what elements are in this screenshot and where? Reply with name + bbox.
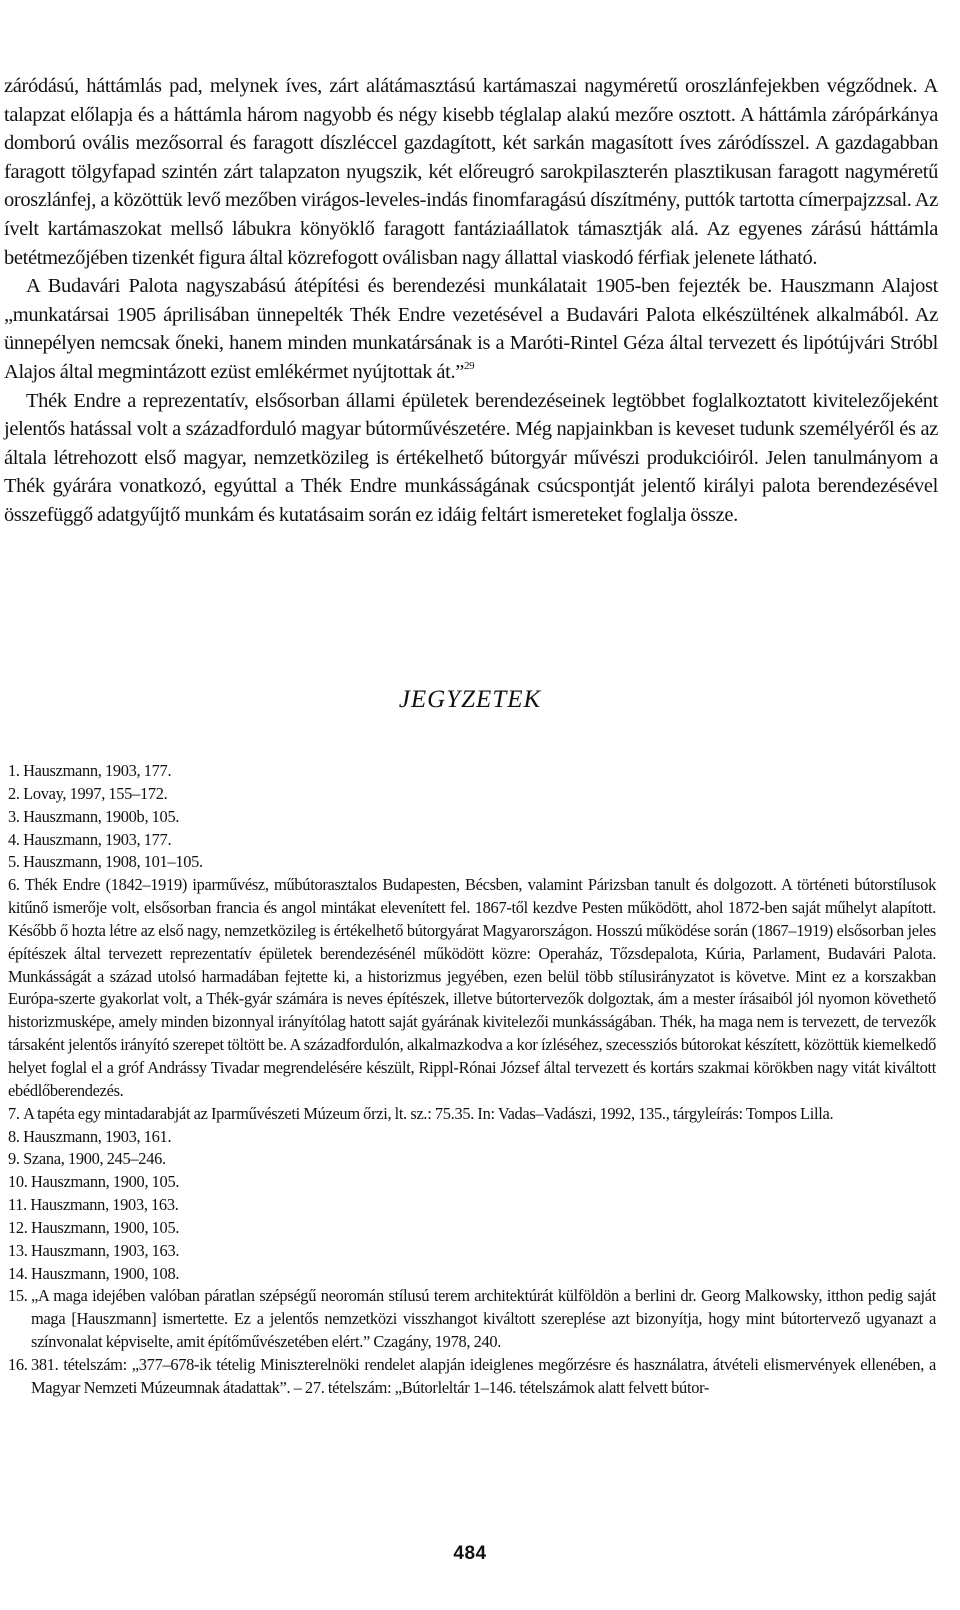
note-number: 10. [8,1172,28,1192]
note-item [8,1194,936,1217]
note-text: Hauszmann, 1903, 163. [30,1195,179,1215]
note-item [8,1171,936,1194]
note-text: Lovay, 1997, 155–172. [23,783,168,803]
body-paragraph: Thék Endre a reprezentatív, elsősorban állami épületek berendezéseinek legtöbbet foglalkoztatott kivitelezőjeként jelentős hatással volt a századforduló magyar bútorművészetére. Még napjainkban is keveset tudunk személyéről és az általa létrehozott első magyar, nemzetközileg is értékelhető bútorgyár művészi produkcióiról. Jelen tanulmányom a Thék gyárára vonatkozó, egyúttal a Thék Endre munkásságának csúcspontját jelentő királyi palota berendezésével összefüggő adatgyűjtő munkám és kutatásaim során ez idáig feltárt ismereteket foglalja össze. [4,389,938,526]
note-text: Hauszmann, 1903, 177. [23,761,172,780]
page-number: 484 [453,1543,487,1564]
note-number: 7. [8,1103,20,1123]
note-text: 381. tételszám: „377–678-ik tételig Miniszterelnöki rendelet alapján ideiglenes megőrzésre és használatra, átvételi elismervények ellenében, a Magyar Nemzeti Múzeumnak átadattak”. – 27. tételszám: „Bútorleltár 1–146. tételszámok alatt felvett bútor- [31,1354,936,1397]
note-number: 15. [8,1286,28,1306]
note-text: Szana, 1900, 245–246. [23,1149,166,1169]
note-item [8,1148,936,1171]
note-item [8,851,936,874]
note-item [8,1240,936,1263]
note-item [8,1263,936,1286]
note-number: 3. [8,806,20,826]
section-heading: JEGYZETEK [398,686,542,713]
note-text: Hauszmann, 1903, 177. [23,829,172,849]
note-item [8,1103,936,1126]
note-text: Hauszmann, 1908, 101–105. [23,852,203,872]
note-number: 1. [8,761,20,780]
note-item [8,806,936,829]
note-number: 4. [8,829,20,849]
note-text: Hauszmann, 1900b, 105. [23,806,180,826]
note-number: 16. [8,1354,28,1374]
note-number: 9. [8,1149,20,1169]
note-text: Hauszmann, 1900, 108. [31,1263,180,1283]
note-text: A tapéta egy mintadarabját az Iparművészeti Múzeum őrzi, lt. sz.: 75.35. In: Vadas–Vadászi, 1992, 135., tárgyleírás: Tompos Lilla. [23,1103,834,1123]
note-item [8,1126,936,1149]
body-text [4,72,938,530]
body-paragraph [4,272,938,386]
note-item [8,1354,936,1400]
note-number: 6. [8,875,20,895]
note-text: Hauszmann, 1900, 105. [31,1217,180,1237]
note-number: 8. [8,1126,20,1146]
note-number: 12. [8,1217,28,1237]
notes-list [8,760,936,1400]
note-text: Hauszmann, 1900, 105. [31,1172,180,1192]
footnote-reference: 29 [464,359,475,372]
note-number: 5. [8,852,20,872]
note-number: 2. [8,783,20,803]
body-paragraph-text: A Budavári Palota nagyszabású átépítési és berendezési munkálatait 1905-ben fejezték be. Hauszmann Alajost „munkatársai 1905 áprilisában ünnepelték Thék Endre vezetésével a Budavári Palota elkészültének alkalmából. Az ünnepélyen nemcsak őneki, hanem minden munkatársának is a Maróti-Rintel Géza által tervezett és lipótújvári Stróbl Alajos által megmintázott ezüst emlékérmet nyújtottak át.” [4,275,938,383]
note-text: „A maga idejében valóban páratlan szépségű neoromán stílusú terem architektúrát külföldön a berlini dr. Georg Malkowsky, itthon pedig saját maga [Hauszmann] ismertette. Ez a jelentős nemzetközi visszhangot kiváltott szereplése azt bizonyítja, hogy mint bútortervező ugyanazt a színvonalat képviselte, amit építőművészetében elért.” Czagány, 1978, 240. [31,1286,936,1352]
note-item [8,760,936,783]
note-item [8,1285,936,1354]
note-text: Thék Endre (1842–1919) iparművész, műbútorasztalos Budapesten, Bécsben, valamint Párizsban tanult és dolgozott. A történeti bútorstílusok kitűnő ismerője volt, elsősorban francia és angol mintákat elevenített fel. 1867-től kezdve Pesten működött, ahol 1872-ben saját műhelyt alapított. Később ő hozta létre az első nagy, nemzetközileg is értékelhető bútorgyárat Magyarországon. Hosszú működése során (1867–1919) elsősorban jeles építészek által tervezett reprezentatív épületek berendezésénél működött közre: Operaház, Tőzsdepalota, Kúria, Parlament, Budavári Palota. Munkásságát a század utolsó harmadában fejtette ki, a historizmus jegyében, ezen belül több stílusirányzatot is követve. Mint ez a korszakban Európa-szerte gyakorlat volt, a Thék-gyár számára is neves építészek, illetve bútortervezők dolgoztak, ám a mester írásaiból jól nyomon követhető historizmusképe, amely minden bizonnyal irányítólag hatott saját gyárának kivitelezői munkásságában. Thék, ha maga nem is tervezett, de tervezők társaként jelentős irányító szerepet töltött be. A századfordulón, alkalmazkodva a kor ízléséhez, szecessziós bútorokat készített, közöttük kiemelkedő helyet foglal el a gróf Andrássy Tivadar megrendelésére készült, Rippl-Rónai József által tervezett és kortárs szakmai körökben nagy vitát kiváltott ebédlőberendezés. [8,875,937,1100]
note-item [8,783,936,806]
note-number: 14. [8,1263,28,1283]
note-item [8,829,936,852]
note-item [8,874,936,1102]
body-paragraph: záródású, háttámlás pad, melynek íves, zárt alátámasztású kartámaszai nagyméretű oroszlánfejekben végződnek. A talapzat előlapja és a háttámla három nagyobb és négy kisebb téglalap alakú mezőre osztott. A háttámla zárópárkánya domború ovális mezősorral és faragott díszléccel gazdagított, két sarkán magasított íves záródísszel. A gazdagabban faragott tölgyfapad szintén zárt talapzaton nyugszik, két előreugró sarokpilaszterén plasztikusan faragott nagyméretű oroszlánfej, a közöttük levő mezőben virágos-leveles-indás finomfaragású díszítmény, puttók tartotta címerpajzzsal. Az ívelt kartámaszokat mellső lábukra könyöklő faragott fantáziaállatok támasztják alá. Az egyenes zárású háttámla betétmezőjében tizenkét figura által közrefogott oválisban nagy állattal viaskodó férfiak jelenete látható. [4,75,938,269]
note-item [8,1217,936,1240]
note-number: 13. [8,1240,28,1260]
note-number: 11. [8,1195,27,1215]
note-text: Hauszmann, 1903, 163. [31,1240,180,1260]
note-text: Hauszmann, 1903, 161. [23,1126,172,1146]
